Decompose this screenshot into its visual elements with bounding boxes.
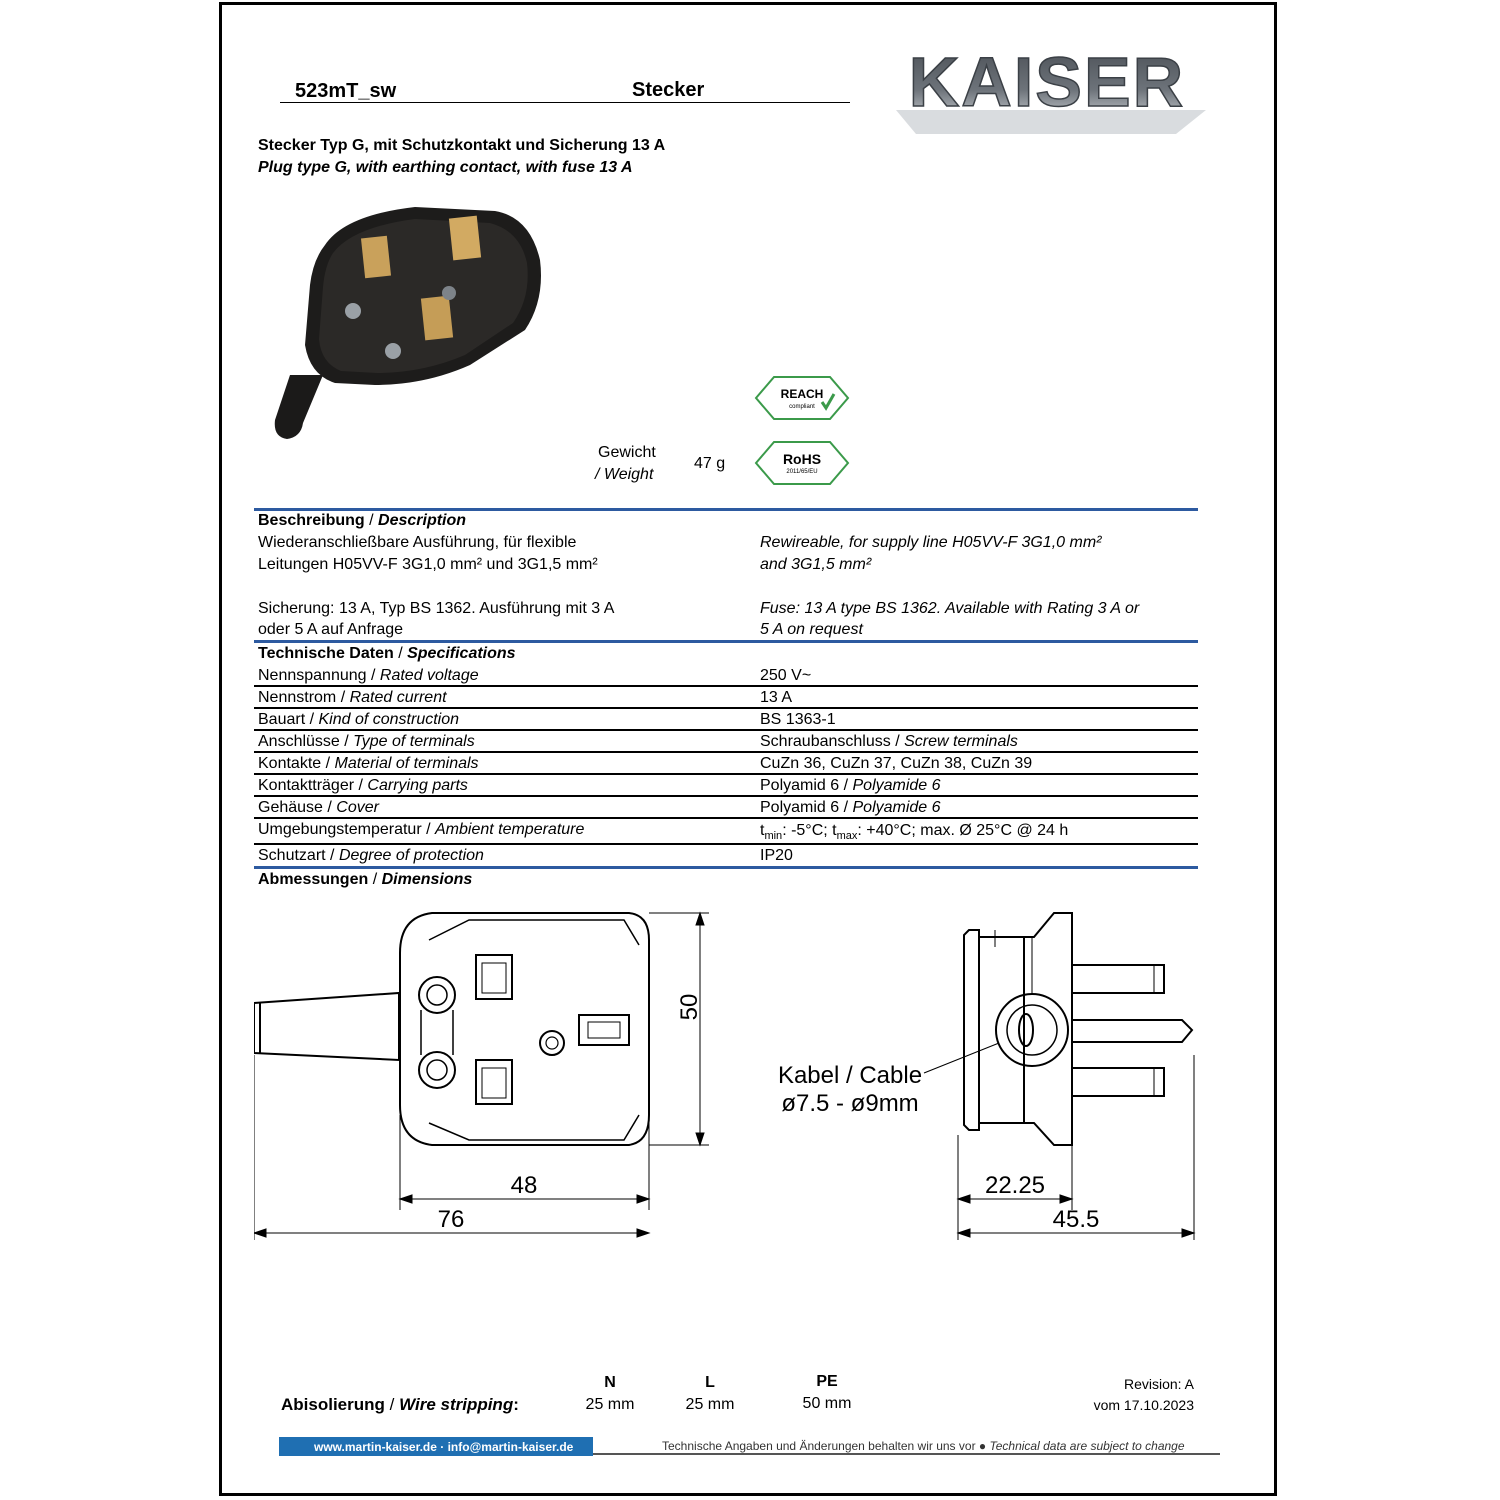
row-rule (254, 795, 1198, 797)
title-german: Stecker Typ G, mit Schutzkontakt und Sicherung 13 A (258, 137, 666, 154)
weight-label-de: Gewicht (598, 444, 656, 461)
spec-label: Kontakte / Material of terminals (258, 755, 479, 772)
dim-height: 50 (676, 993, 703, 1021)
spec-value: Schraubanschluss / Screw terminals (760, 733, 1018, 750)
strip-value-pe: 50 mm (802, 1395, 852, 1412)
footer-rule (593, 1453, 1220, 1455)
dim-body-width: 48 (510, 1172, 538, 1199)
reach-badge (752, 374, 852, 422)
spec-value: 250 V~ (760, 667, 812, 684)
spec-value: Polyamid 6 / Polyamide 6 (760, 777, 941, 794)
spec-label: Nennstrom / Rated current (258, 689, 447, 706)
temperature-value: $t_{min}$: -5°C; $t_{max}$: +40°C; max. Ø 25°C @ 24 h (760, 822, 1069, 843)
product-photo (255, 205, 555, 445)
stripping-label: Abisolierung / Wire stripping: (281, 1395, 519, 1414)
footer-note: Technische Angaben und Änderungen behalten wir uns vor ● Technical data are subject to change (662, 1439, 1185, 1453)
cable-label-2: ø7.5 - ø9mm (781, 1090, 919, 1117)
desc-en-line2: and 3G1,5 mm² (760, 556, 872, 573)
kaiser-logo (876, 48, 1218, 138)
strip-head-l: L (705, 1374, 715, 1391)
article-code: 523mT_sw (295, 80, 397, 102)
header-rule (280, 102, 850, 103)
dimension-drawing (254, 895, 1200, 1245)
strip-head-n: N (604, 1374, 616, 1391)
revision-date: vom 17.10.2023 (1093, 1397, 1194, 1413)
desc-de-line1: Wiederanschließbare Ausführung, für flexible (258, 534, 577, 551)
strip-head-pe: PE (816, 1373, 838, 1390)
fuse-en-line2: 5 A on request (760, 621, 863, 638)
spec-value: 13 A (760, 689, 793, 706)
dimensions-heading: Abmessungen / Dimensions (258, 871, 473, 888)
reach-title: REACH (780, 387, 824, 401)
spec-value: BS 1363-1 (760, 711, 836, 728)
spec-value: Polyamid 6 / Polyamide 6 (760, 799, 941, 816)
description-heading: Beschreibung / Description (258, 512, 467, 529)
fuse-de-line1: Sicherung: 13 A, Typ BS 1362. Ausführung mit 3 A (258, 600, 615, 617)
dim-total-width: 76 (437, 1206, 465, 1233)
spec-label: Schutzart / Degree of protection (258, 847, 484, 864)
logo-text: KAISER (908, 48, 1186, 121)
strip-value-l: 25 mm (685, 1396, 735, 1413)
rohs-title: RoHS (782, 451, 822, 467)
fuse-en-line1: Fuse: 13 A type BS 1362. Available with Rating 3 A or (760, 600, 1140, 617)
specs-heading: Technische Daten / Specifications (258, 645, 516, 662)
spec-label: Kontaktträger / Carrying parts (258, 777, 468, 794)
rohs-badge (752, 439, 852, 487)
strip-value-n: 25 mm (585, 1396, 635, 1413)
spec-label: Gehäuse / Cover (258, 799, 379, 816)
fuse-de-line2: oder 5 A auf Anfrage (258, 621, 404, 638)
revision-label: Revision: A (1123, 1376, 1194, 1392)
desc-de-line2: Leitungen H05VV-F 3G1,0 mm² und 3G1,5 mm² (258, 556, 598, 573)
article-type: Stecker (632, 79, 705, 101)
title-english: Plug type G, with earthing contact, with fuse 13 A (258, 159, 633, 176)
cable-label-1: Kabel / Cable (777, 1062, 923, 1089)
rohs-sub: 2011/65/EU (786, 469, 818, 475)
weight-value: 47 g (694, 455, 726, 472)
weight-label-en: / Weight (595, 466, 654, 483)
desc-en-line1: Rewireable, for supply line H05VV-F 3G1,0 mm² (760, 534, 1102, 551)
reach-sub: compliant (789, 404, 815, 410)
spec-value: CuZn 36, CuZn 37, CuZn 38, CuZn 39 (760, 755, 1033, 772)
spec-label: Anschlüsse / Type of terminals (258, 733, 475, 750)
dim-side-b: 45.5 (1052, 1206, 1100, 1233)
footer-contact[interactable]: www.martin-kaiser.de · info@martin-kaiser.de (314, 1440, 574, 1454)
spec-label: Umgebungstemperatur / Ambient temperature (258, 821, 585, 838)
spec-label: Nennspannung / Rated voltage (258, 667, 479, 684)
spec-label: Bauart / Kind of construction (258, 711, 460, 728)
spec-value: IP20 (760, 847, 793, 864)
dim-side-a: 22.25 (984, 1172, 1046, 1199)
